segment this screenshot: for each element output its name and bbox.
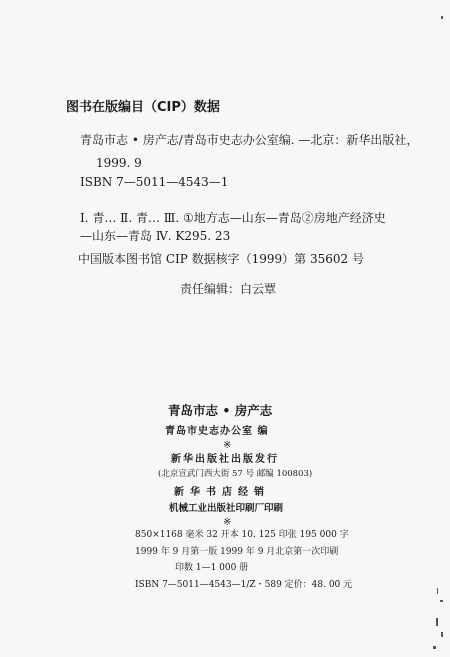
colophon-print-run: 印数 1—1 000 册: [175, 563, 249, 573]
cip-entry-line-1: 青岛市志 • 房产志/青岛市史志办公室编. —北京：新华出版社，: [80, 133, 419, 147]
cip-subject-line-2: —山东—青岛 Ⅳ. K295. 23: [80, 229, 231, 243]
colophon-divider-1: ※: [223, 440, 232, 451]
colophon-isbn-price: ISBN 7—5011—4543—1/Z・589 定价：48. 00 元: [135, 580, 353, 590]
colophon-title: 青岛市志 • 房产志: [168, 403, 273, 418]
colophon-divider-2: ※: [223, 517, 232, 528]
responsible-editor: 责任编辑：白云覃: [180, 282, 277, 296]
scan-speck: [441, 16, 443, 19]
cip-heading: 图书在版编目（CIP）数据: [66, 100, 220, 115]
colophon-author: 青岛市史志办公室 编: [165, 426, 269, 437]
colophon-address: (北京宣武门西大街 57 号 邮编 100803): [158, 469, 313, 479]
colophon-printer: 机械工业出版社印刷厂印刷: [169, 503, 284, 514]
scan-speck: [433, 646, 436, 649]
colophon-edition: 1999 年 9 月第一版 1999 年 9 月北京第一次印刷: [135, 547, 339, 557]
scan-speck: [436, 618, 438, 626]
scan-speck: [441, 632, 443, 637]
scan-speck: [440, 600, 443, 602]
colophon-publisher: 新华出版社出版发行: [171, 454, 279, 465]
scan-speck: [437, 588, 438, 594]
cip-subject-line-1: Ⅰ. 青… Ⅱ. 青… Ⅲ. ①地方志—山东—青岛②房地产经济史: [80, 211, 386, 225]
cip-isbn: ISBN 7—5011—4543—1: [80, 175, 229, 189]
colophon-distributor: 新华书店经销: [174, 487, 270, 498]
cip-verification: 中国版本图书馆 CIP 数据核字（1999）第 35602 号: [78, 252, 364, 266]
cip-entry-line-2: 1999. 9: [96, 156, 142, 170]
colophon-specs: 850×1168 毫米 32 开本 10. 125 印张 195 000 字: [135, 530, 349, 540]
